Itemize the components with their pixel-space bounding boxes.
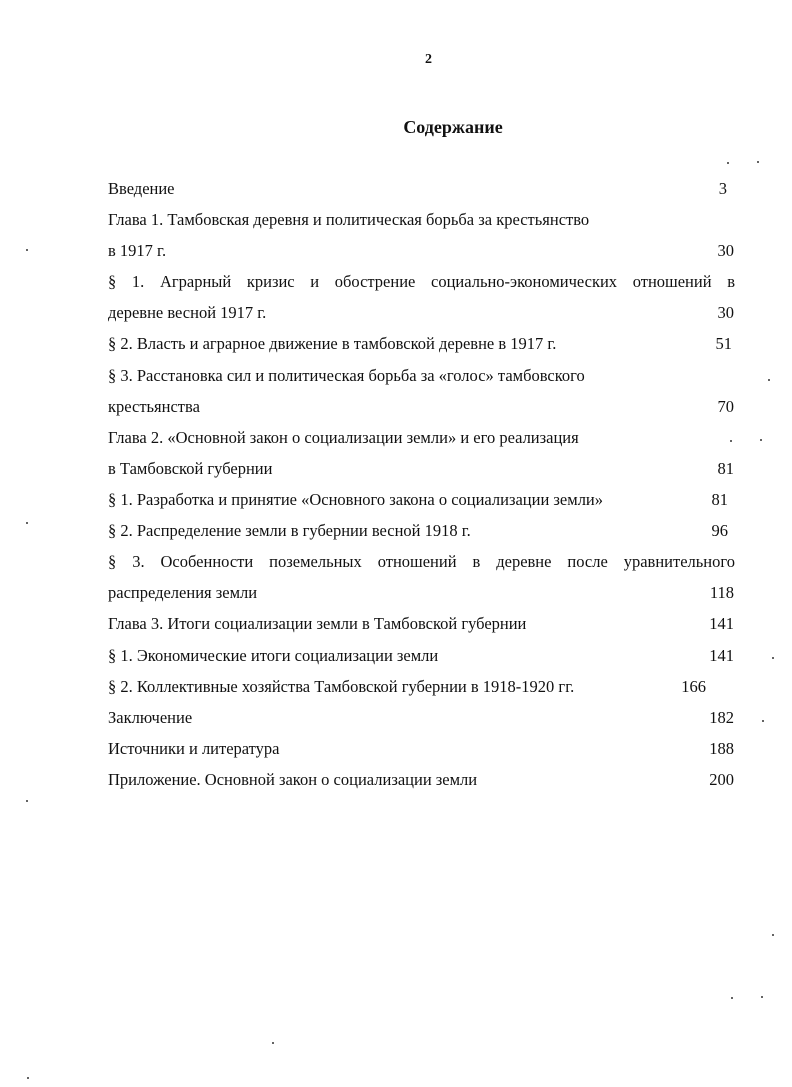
scan-speck xyxy=(760,439,762,441)
toc-entry-ch1-section-3[interactable]: § 3. Расстановка сил и политическая борьба за «голос» тамбовского xyxy=(108,366,585,385)
scan-speck xyxy=(26,522,28,524)
toc-entry-ch1-section-1-cont[interactable]: деревне весной 1917 г. xyxy=(108,303,267,322)
toc-page-ch2-section-2: 96 xyxy=(711,521,728,540)
toc-entry-sources[interactable]: Источники и литература xyxy=(108,739,280,758)
toc-page-ch2-section-3: 118 xyxy=(709,583,734,602)
toc-entry-chapter-2[interactable]: Глава 2. «Основной закон о социализации земли» и его реализация xyxy=(108,428,579,447)
scan-speck xyxy=(762,720,764,722)
scan-speck xyxy=(731,997,733,999)
toc-page-ch1-section-3: 70 xyxy=(717,397,734,416)
page-number: 2 xyxy=(425,52,432,67)
toc-page-ch2-section-1: 81 xyxy=(711,490,728,509)
scan-speck xyxy=(26,800,28,802)
toc-entry-chapter-1-cont[interactable]: в 1917 г. xyxy=(108,241,167,260)
toc-entry-ch2-section-1[interactable]: § 1. Разработка и принятие «Основного закона о социализации земли» xyxy=(108,490,604,509)
toc-page-chapter-3: 141 xyxy=(709,614,734,633)
scan-speck xyxy=(730,440,732,442)
toc-entry-ch1-section-3-cont[interactable]: крестьянства xyxy=(108,397,200,416)
toc-page-ch1-section-1: 30 xyxy=(717,303,734,322)
toc-entry-ch2-section-3[interactable]: § 3. Особенности поземельных отношений в деревне после уравнительного xyxy=(108,552,735,571)
page-title: Содержание xyxy=(403,117,503,137)
toc-page-ch3-section-1: 141 xyxy=(709,646,734,665)
toc-entry-ch2-section-2[interactable]: § 2. Распределение земли в губернии весной 1918 г. xyxy=(108,521,471,540)
toc-entry-ch1-section-2[interactable]: § 2. Власть и аграрное движение в тамбовской деревне в 1917 г. xyxy=(108,334,557,353)
scan-speck xyxy=(727,162,729,164)
scan-speck xyxy=(761,996,763,998)
toc-entry-appendix[interactable]: Приложение. Основной закон о социализации земли xyxy=(108,770,478,789)
scan-speck xyxy=(768,379,770,381)
toc-entry-ch2-section-3-cont[interactable]: распределения земли xyxy=(108,583,258,602)
scan-speck xyxy=(772,657,774,659)
toc-entry-intro[interactable]: Введение xyxy=(108,179,175,198)
toc-entry-ch1-section-1[interactable]: § 1. Аграрный кризис и обострение социально-экономических отношений в xyxy=(108,272,735,291)
scan-speck xyxy=(27,1077,29,1079)
scan-speck xyxy=(757,161,759,163)
toc-page-chapter-1: 30 xyxy=(717,241,734,260)
scan-speck xyxy=(772,934,774,936)
toc-page-ch3-section-2: 166 xyxy=(681,677,706,696)
toc-page-chapter-2: 81 xyxy=(717,459,734,478)
scan-speck xyxy=(272,1042,274,1044)
toc-page-intro: 3 xyxy=(718,179,727,198)
toc-page-appendix: 200 xyxy=(709,770,734,789)
toc-entry-ch3-section-1[interactable]: § 1. Экономические итоги социализации земли xyxy=(108,646,439,665)
scan-speck xyxy=(26,249,28,251)
toc-entry-ch3-section-2[interactable]: § 2. Коллективные хозяйства Тамбовской губернии в 1918-1920 гг. xyxy=(108,677,575,696)
toc-page-conclusion: 182 xyxy=(709,708,734,727)
toc-entry-conclusion[interactable]: Заключение xyxy=(108,708,193,727)
toc-page-ch1-section-2: 51 xyxy=(715,334,732,353)
toc-entry-chapter-2-cont[interactable]: в Тамбовской губернии xyxy=(108,459,273,478)
toc-page-sources: 188 xyxy=(709,739,734,758)
toc-entry-chapter-3[interactable]: Глава 3. Итоги социализации земли в Тамбовской губернии xyxy=(108,614,527,633)
toc-entry-chapter-1[interactable]: Глава 1. Тамбовская деревня и политическая борьба за крестьянство xyxy=(108,210,590,229)
